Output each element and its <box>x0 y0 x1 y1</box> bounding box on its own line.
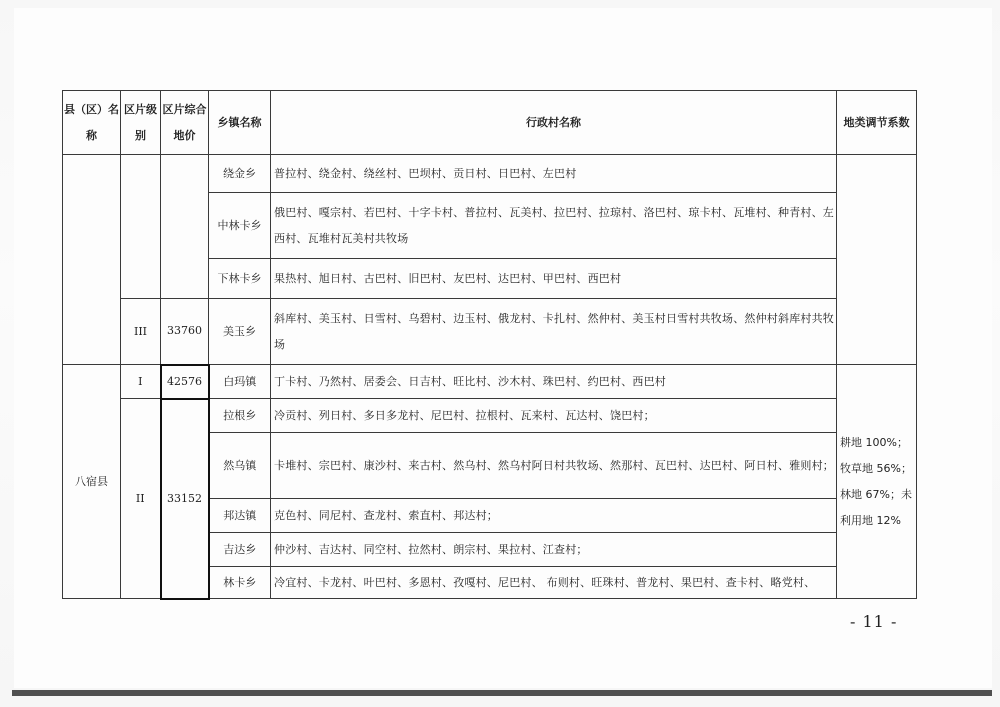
table-row <box>63 399 917 433</box>
header-villages: 行政村名称 <box>271 91 837 155</box>
level-cell: III <box>121 299 161 365</box>
villages-cell: 丁卡村、乃然村、居委会、日吉村、旺比村、沙木村、珠巴村、约巴村、西巴村 <box>271 365 837 399</box>
table-row <box>63 365 917 399</box>
header-price: 区片综合地价 <box>161 91 209 155</box>
villages-cell: 冷贡村、列日村、多日多龙村、尼巴村、拉根村、瓦来村、瓦达村、饶巴村； <box>271 399 837 433</box>
villages-cell: 仲沙村、吉达村、同空村、拉然村、朗宗村、果拉村、江查村； <box>271 533 837 567</box>
township-cell: 然乌镇 <box>209 433 271 499</box>
coefficient-cell: 耕地 100%；牧草地 56%；林地 67%；未利用地 12% <box>837 365 917 599</box>
township-cell: 中林卡乡 <box>209 193 271 259</box>
coefficient-cell-prev <box>837 155 917 365</box>
township-cell: 绕金乡 <box>209 155 271 193</box>
price-cell: 42576 <box>161 365 209 399</box>
page-number: - 11 - <box>850 612 898 631</box>
table-row <box>63 299 917 365</box>
header-level: 区片级别 <box>121 91 161 155</box>
villages-cell: 斜库村、美玉村、日雪村、乌碧村、边玉村、俄龙村、卡扎村、然仲村、美玉村日雪村共牧场、然仲村斜库村共牧场 <box>271 299 837 365</box>
villages-cell: 俄巴村、嘎宗村、若巴村、十字卡村、普拉村、瓦美村、拉巴村、拉琼村、洛巴村、琼卡村、瓦堆村、种青村、左西村、瓦堆村瓦美村共牧场 <box>271 193 837 259</box>
villages-cell: 普拉村、绕金村、绕丝村、巴坝村、贡日村、日巴村、左巴村 <box>271 155 837 193</box>
bottom-edge-bar <box>12 690 992 696</box>
price-cell-prev <box>161 155 209 299</box>
header-county: 县（区）名称 <box>63 91 121 155</box>
villages-cell: 卡堆村、宗巴村、康沙村、来古村、然乌村、然乌村阿日村共牧场、然那村、瓦巴村、达巴村、阿日村、雅则村； <box>271 433 837 499</box>
level-cell-prev <box>121 155 161 299</box>
township-cell: 拉根乡 <box>209 399 271 433</box>
county-cell: 八宿县 <box>63 365 121 599</box>
price-cell: 33152 <box>161 399 209 599</box>
township-cell: 下林卡乡 <box>209 259 271 299</box>
township-cell: 美玉乡 <box>209 299 271 365</box>
township-cell: 林卡乡 <box>209 567 271 599</box>
villages-cell: 克色村、同尼村、查龙村、索直村、邦达村； <box>271 499 837 533</box>
table-row <box>63 155 917 193</box>
header-township: 乡镇名称 <box>209 91 271 155</box>
header-row <box>63 91 917 155</box>
price-cell: 33760 <box>161 299 209 365</box>
villages-cell: 冷宜村、卡龙村、叶巴村、多恩村、孜嘎村、尼巴村、 布则村、旺珠村、普龙村、果巴村、查卡村、略党村、 <box>271 567 837 599</box>
township-cell: 吉达乡 <box>209 533 271 567</box>
township-cell: 白玛镇 <box>209 365 271 399</box>
villages-cell: 果热村、旭日村、古巴村、旧巴村、友巴村、达巴村、甲巴村、西巴村 <box>271 259 837 299</box>
land-price-table <box>62 90 917 600</box>
header-coefficient: 地类调节系数 <box>837 91 917 155</box>
level-cell: II <box>121 399 161 599</box>
township-cell: 邦达镇 <box>209 499 271 533</box>
level-cell: I <box>121 365 161 399</box>
county-cell-prev <box>63 155 121 365</box>
